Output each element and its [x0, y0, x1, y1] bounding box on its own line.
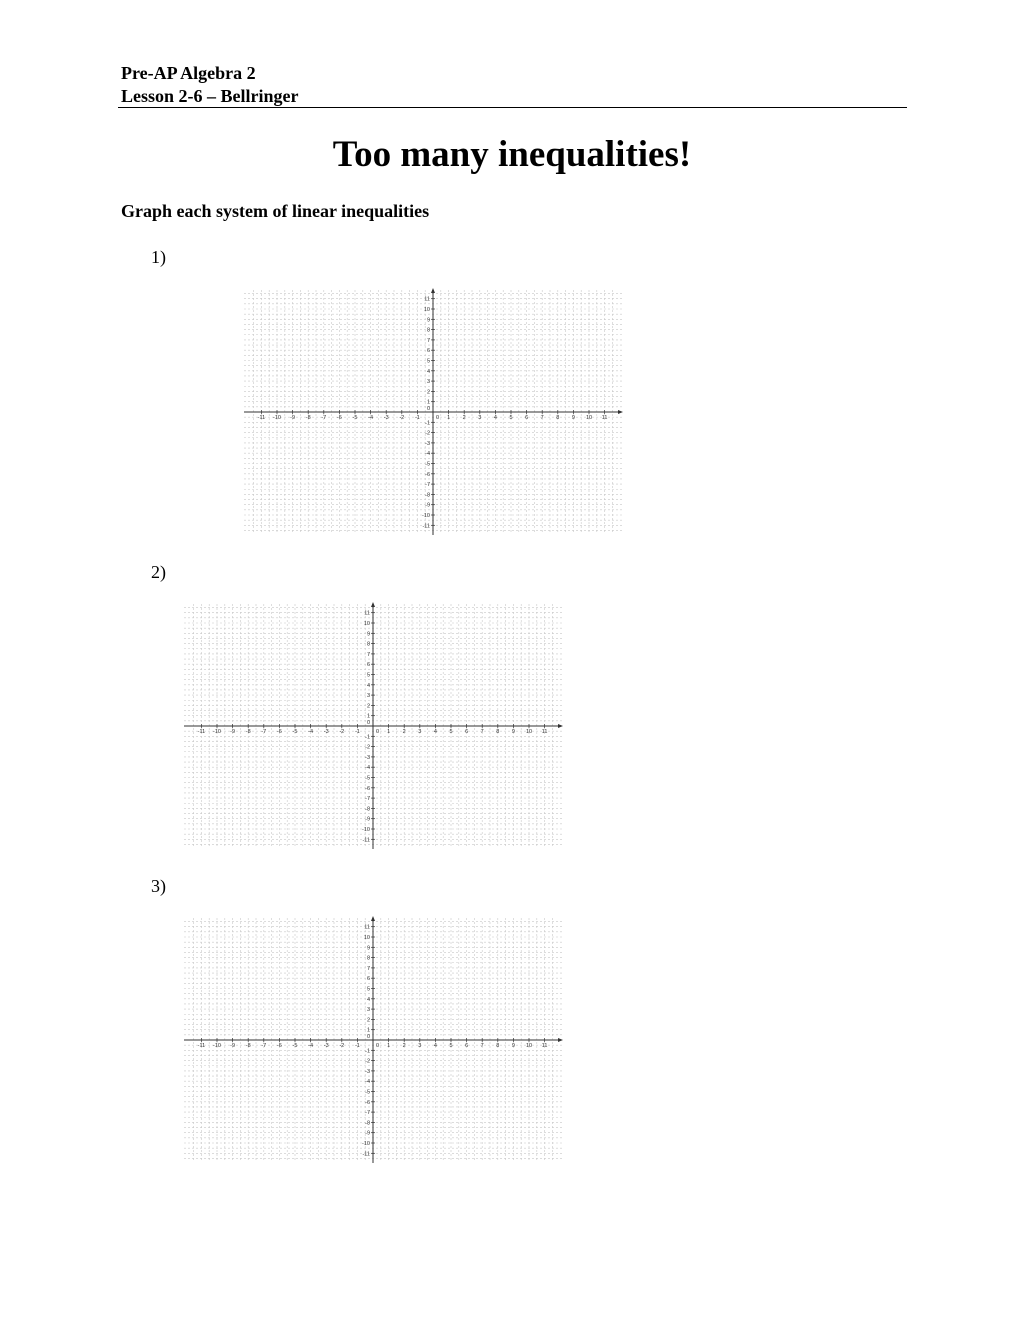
y-tick-label: 4 [366, 682, 370, 689]
y-tick-label: -9 [365, 1130, 370, 1137]
y-tick-label: -9 [425, 502, 430, 509]
y-tick-label: 6 [366, 662, 370, 669]
origin-label: 0 [436, 415, 440, 421]
x-tick-label: -3 [383, 415, 389, 421]
y-tick-label: -3 [425, 440, 430, 447]
x-tick-label: -5 [292, 1043, 298, 1049]
x-tick-label: -9 [230, 1043, 236, 1049]
x-tick-label: -6 [276, 1043, 282, 1049]
y-tick-label: 5 [426, 358, 430, 365]
x-tick-label: 9 [511, 729, 515, 735]
x-tick-label: 10 [525, 729, 533, 735]
y-tick-label: 2 [366, 703, 370, 710]
origin-label: 0 [376, 729, 380, 735]
problem-2-label: 2) [151, 562, 166, 582]
origin-label: 0 [366, 720, 370, 726]
y-tick-label: -6 [365, 1099, 370, 1106]
y-tick-label: 9 [426, 317, 430, 324]
x-tick-label: -8 [245, 1043, 251, 1049]
x-tick-label: 8 [556, 415, 560, 421]
x-tick-label: 7 [540, 415, 544, 421]
grid-svg [242, 288, 624, 536]
x-tick-label: 1 [387, 1043, 391, 1049]
x-tick-label: -11 [257, 415, 266, 421]
x-tick-label: 6 [525, 415, 529, 421]
y-tick-label: 7 [366, 651, 370, 658]
y-tick-label: -6 [425, 471, 430, 478]
y-axis-arrow [371, 916, 375, 921]
y-tick-label: -7 [425, 482, 430, 489]
x-tick-label: -4 [368, 415, 374, 421]
x-tick-label: 1 [447, 415, 451, 421]
y-tick-label: 1 [366, 1027, 370, 1034]
y-tick-label: 11 [364, 924, 370, 931]
x-tick-label: -2 [399, 415, 405, 421]
y-tick-label: -1 [365, 734, 370, 741]
x-tick-label: 2 [402, 729, 406, 735]
x-tick-label: 2 [462, 415, 466, 421]
x-tick-label: -9 [230, 729, 236, 735]
header-rule [118, 107, 907, 108]
x-tick-label: 5 [449, 1043, 453, 1049]
y-tick-label: 1 [366, 713, 370, 720]
y-tick-label: -7 [365, 1110, 370, 1117]
y-tick-label: -4 [365, 765, 370, 772]
page-header [121, 62, 299, 108]
x-tick-label: 10 [525, 1043, 533, 1049]
y-tick-label: 6 [426, 348, 430, 355]
x-tick-label: -1 [354, 729, 360, 735]
y-tick-label: -4 [425, 451, 430, 458]
x-axis-arrow [558, 724, 563, 728]
coordinate-grid-1 [242, 288, 624, 536]
origin-label: 0 [366, 1034, 370, 1040]
x-tick-label: 10 [585, 415, 593, 421]
origin-label: 0 [426, 406, 430, 412]
y-tick-label: -2 [425, 430, 430, 437]
x-tick-label: 9 [511, 1043, 515, 1049]
x-tick-label: -6 [276, 729, 282, 735]
y-tick-label: 1 [426, 399, 430, 406]
y-tick-label: 3 [366, 693, 370, 700]
x-tick-label: 4 [433, 729, 437, 735]
x-tick-label: 8 [496, 1043, 500, 1049]
y-tick-label: -5 [425, 461, 430, 468]
y-tick-label: -8 [425, 492, 430, 499]
lesson-name: Lesson 2-6 – Bellringer [121, 86, 299, 106]
y-tick-label: 11 [424, 296, 430, 303]
problem-3-label: 3) [151, 876, 166, 896]
page-title: Too many inequalities! [332, 134, 692, 175]
x-tick-label: -5 [352, 415, 358, 421]
x-tick-label: -11 [197, 1043, 206, 1049]
problem-1-label: 1) [151, 247, 166, 267]
x-tick-label: 3 [418, 1043, 422, 1049]
x-tick-label: -10 [273, 415, 281, 421]
x-tick-label: 6 [465, 1043, 469, 1049]
y-tick-label: -10 [362, 827, 370, 833]
x-tick-label: -10 [213, 729, 221, 735]
x-tick-label: 11 [541, 729, 548, 735]
y-tick-label: -2 [365, 744, 370, 751]
y-tick-label: -3 [365, 754, 370, 761]
y-tick-label: 6 [366, 976, 370, 983]
x-tick-label: 3 [478, 415, 482, 421]
y-tick-label: 5 [366, 672, 370, 679]
y-tick-label: -2 [365, 1058, 370, 1065]
y-tick-label: -5 [365, 775, 370, 782]
y-tick-label: 7 [366, 965, 370, 972]
x-tick-label: 7 [480, 729, 484, 735]
instructions: Graph each system of linear inequalities [121, 201, 430, 221]
grid-svg [182, 916, 564, 1164]
coordinate-grid-2 [182, 602, 564, 850]
y-tick-label: 8 [366, 641, 370, 648]
y-tick-label: 4 [426, 368, 430, 375]
x-tick-label: -3 [323, 1043, 329, 1049]
y-tick-label: -6 [365, 785, 370, 792]
x-tick-label: -2 [339, 1043, 345, 1049]
x-tick-label: 3 [418, 729, 422, 735]
y-tick-label: -1 [425, 420, 430, 427]
y-tick-label: 8 [426, 327, 430, 334]
y-tick-label: 3 [366, 1007, 370, 1014]
y-tick-label: -4 [365, 1079, 370, 1086]
y-tick-label: -7 [365, 796, 370, 803]
y-tick-label: 10 [363, 935, 370, 941]
y-tick-label: -3 [365, 1068, 370, 1075]
grid-svg [182, 602, 564, 850]
y-tick-label: 2 [426, 389, 430, 396]
y-tick-label: -10 [422, 513, 430, 519]
y-tick-label: -11 [422, 523, 430, 530]
y-tick-label: 4 [366, 996, 370, 1003]
x-tick-label: 2 [402, 1043, 406, 1049]
x-tick-label: 4 [493, 415, 497, 421]
x-tick-label: 11 [601, 415, 608, 421]
x-tick-label: -9 [290, 415, 296, 421]
x-tick-label: 8 [496, 729, 500, 735]
x-tick-label: -11 [197, 729, 206, 735]
x-tick-label: -5 [292, 729, 298, 735]
y-tick-label: 9 [366, 945, 370, 952]
x-tick-label: -4 [308, 1043, 314, 1049]
y-tick-label: 3 [426, 379, 430, 386]
y-tick-label: 7 [426, 337, 430, 344]
y-tick-label: -11 [362, 837, 370, 844]
x-tick-label: 11 [541, 1043, 548, 1049]
x-tick-label: 7 [480, 1043, 484, 1049]
y-tick-label: 9 [366, 631, 370, 638]
x-tick-label: -1 [354, 1043, 360, 1049]
x-tick-label: 6 [465, 729, 469, 735]
x-tick-label: -6 [336, 415, 342, 421]
y-tick-label: 10 [423, 307, 430, 313]
x-tick-label: -7 [261, 729, 267, 735]
origin-label: 0 [376, 1043, 380, 1049]
x-axis-arrow [558, 1038, 563, 1042]
y-tick-label: -10 [362, 1141, 370, 1147]
x-tick-label: -2 [339, 729, 345, 735]
x-tick-label: 1 [387, 729, 391, 735]
y-tick-label: -1 [365, 1048, 370, 1055]
x-tick-label: -8 [305, 415, 311, 421]
x-tick-label: -7 [321, 415, 327, 421]
x-tick-label: -7 [261, 1043, 267, 1049]
y-tick-label: 11 [364, 610, 370, 617]
x-tick-label: -3 [323, 729, 329, 735]
y-tick-label: -8 [365, 1120, 370, 1127]
y-axis-arrow [431, 288, 435, 293]
y-tick-label: 8 [366, 955, 370, 962]
y-tick-label: 5 [366, 986, 370, 993]
y-axis-arrow [371, 602, 375, 607]
y-tick-label: -9 [365, 816, 370, 823]
x-tick-label: 5 [449, 729, 453, 735]
x-tick-label: 4 [433, 1043, 437, 1049]
x-tick-label: -10 [213, 1043, 221, 1049]
x-tick-label: -8 [245, 729, 251, 735]
y-tick-label: 2 [366, 1017, 370, 1024]
y-tick-label: 10 [363, 621, 370, 627]
coordinate-grid-3 [182, 916, 564, 1164]
y-tick-label: -5 [365, 1089, 370, 1096]
x-tick-label: 5 [509, 415, 513, 421]
y-tick-label: -8 [365, 806, 370, 813]
x-axis-arrow [618, 410, 623, 414]
x-tick-label: -1 [414, 415, 420, 421]
y-tick-label: -11 [362, 1151, 370, 1158]
course-name: Pre-AP Algebra 2 [121, 63, 256, 83]
x-tick-label: -4 [308, 729, 314, 735]
x-tick-label: 9 [571, 415, 575, 421]
